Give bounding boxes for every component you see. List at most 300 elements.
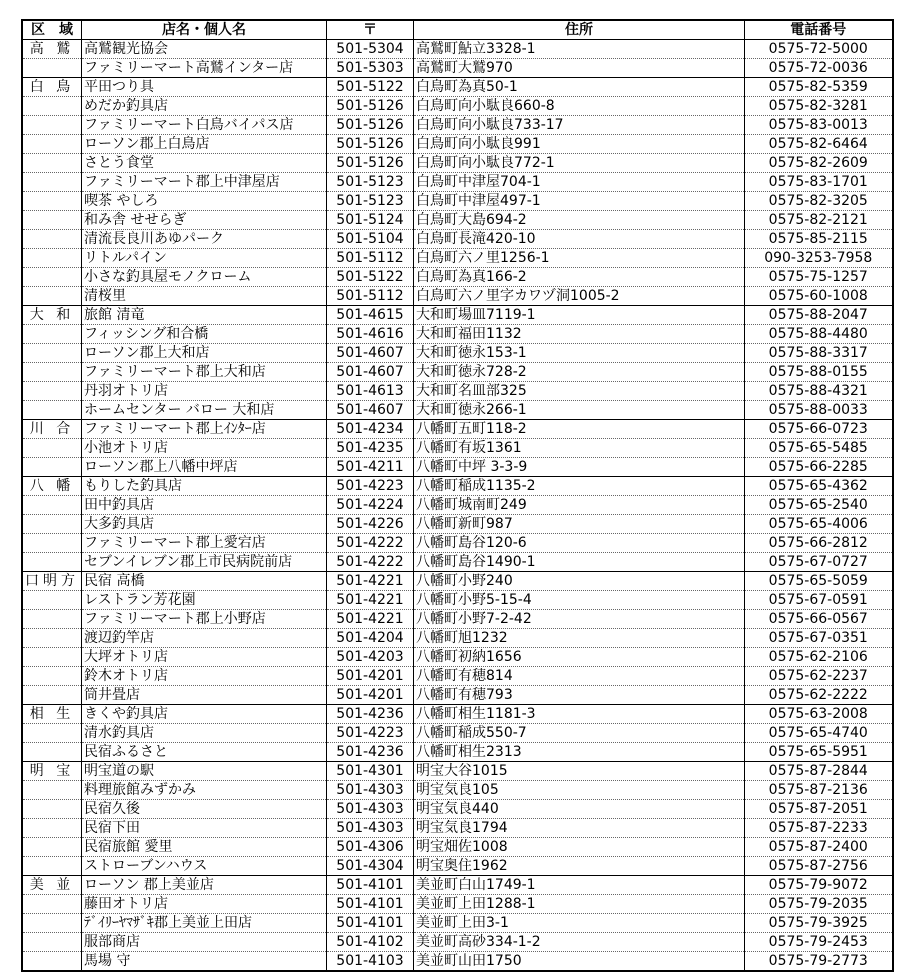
table-row — [22, 534, 893, 553]
area-cell — [22, 59, 82, 78]
address-cell: 八幡町有穂793 — [414, 686, 745, 705]
area-cell — [22, 952, 82, 972]
shop-name-cell: ローソン 郡上美並店 — [82, 876, 327, 895]
shop-name-cell: 民宿旅館 愛里 — [82, 838, 327, 857]
area-cell — [22, 135, 82, 154]
postal-code-cell: 501-5303 — [327, 59, 414, 78]
phone-cell: 0575-67-0351 — [745, 629, 893, 648]
postal-code-cell: 501-4234 — [327, 420, 414, 439]
address-cell: 明宝大谷1015 — [414, 762, 745, 781]
address-cell: 八幡町小野5-15-4 — [414, 591, 745, 610]
area-cell — [22, 287, 82, 306]
shop-name-cell: セブンイレブン郡上市民病院前店 — [82, 553, 327, 572]
address-cell: 白鳥町長滝420-10 — [414, 230, 745, 249]
shop-name-cell: 渡辺釣竿店 — [82, 629, 327, 648]
shop-name-cell: 藤田オトリ店 — [82, 895, 327, 914]
table-row — [22, 230, 893, 249]
table-row — [22, 173, 893, 192]
phone-cell: 0575-88-0033 — [745, 401, 893, 420]
shop-name-cell: ファミリーマート郡上愛宕店 — [82, 534, 327, 553]
shop-name-cell: さとう食堂 — [82, 154, 327, 173]
table-row — [22, 363, 893, 382]
phone-cell: 0575-87-2051 — [745, 800, 893, 819]
postal-code-cell: 501-4223 — [327, 477, 414, 496]
address-cell: 八幡町稲成550-7 — [414, 724, 745, 743]
postal-code-cell: 501-5122 — [327, 268, 414, 287]
table-row — [22, 591, 893, 610]
phone-cell: 0575-65-4362 — [745, 477, 893, 496]
address-cell: 明宝畑佐1008 — [414, 838, 745, 857]
phone-cell: 0575-79-3925 — [745, 914, 893, 933]
postal-code-cell: 501-4101 — [327, 876, 414, 895]
shop-name-cell: ファミリーマート郡上大和店 — [82, 363, 327, 382]
phone-cell: 0575-66-2285 — [745, 458, 893, 477]
area-cell — [22, 211, 82, 230]
phone-cell: 0575-83-1701 — [745, 173, 893, 192]
table-row — [22, 135, 893, 154]
area-cell — [22, 515, 82, 534]
table-row — [22, 458, 893, 477]
area-cell — [22, 439, 82, 458]
address-cell: 白鳥町中津屋704-1 — [414, 173, 745, 192]
area-cell — [22, 857, 82, 876]
postal-code-cell: 501-5104 — [327, 230, 414, 249]
shop-name-cell: 高鷲観光協会 — [82, 40, 327, 59]
address-cell: 八幡町島谷1490-1 — [414, 553, 745, 572]
shop-name-cell: 平田つり具 — [82, 78, 327, 97]
phone-cell: 0575-85-2115 — [745, 230, 893, 249]
phone-cell: 0575-65-4740 — [745, 724, 893, 743]
table-row — [22, 268, 893, 287]
table-row — [22, 287, 893, 306]
postal-code-cell: 501-5126 — [327, 97, 414, 116]
table-header — [22, 20, 893, 40]
address-cell: 白鳥町為真166-2 — [414, 268, 745, 287]
postal-code-cell: 501-4301 — [327, 762, 414, 781]
table-row — [22, 192, 893, 211]
shop-name-cell: 民宿久後 — [82, 800, 327, 819]
area-cell — [22, 724, 82, 743]
area-cell — [22, 895, 82, 914]
table-row — [22, 496, 893, 515]
area-cell: 明 宝 — [22, 762, 82, 781]
table-row — [22, 667, 893, 686]
postal-code-cell: 501-4236 — [327, 705, 414, 724]
phone-cell: 0575-87-2136 — [745, 781, 893, 800]
shop-name-cell: 清桜里 — [82, 287, 327, 306]
phone-cell: 0575-65-5059 — [745, 572, 893, 591]
shop-name-cell: 筒井畳店 — [82, 686, 327, 705]
shop-name-cell: 馬場 守 — [82, 952, 327, 972]
address-cell: 白鳥町大島694-2 — [414, 211, 745, 230]
phone-cell: 0575-82-2609 — [745, 154, 893, 173]
postal-code-cell: 501-4201 — [327, 667, 414, 686]
postal-code-cell: 501-5126 — [327, 116, 414, 135]
postal-code-cell: 501-5124 — [327, 211, 414, 230]
address-cell: 白鳥町向小駄良991 — [414, 135, 745, 154]
area-cell — [22, 496, 82, 515]
phone-cell: 0575-62-2106 — [745, 648, 893, 667]
table-row — [22, 686, 893, 705]
shop-name-cell: リトルパイン — [82, 249, 327, 268]
area-cell — [22, 116, 82, 135]
postal-code-cell: 501-4223 — [327, 724, 414, 743]
header-tel: 電話番号 — [745, 20, 893, 40]
phone-cell: 0575-79-9072 — [745, 876, 893, 895]
postal-code-cell: 501-4222 — [327, 553, 414, 572]
address-cell: 美並町白山1749-1 — [414, 876, 745, 895]
phone-cell: 0575-66-0723 — [745, 420, 893, 439]
area-cell — [22, 344, 82, 363]
phone-cell: 0575-82-5359 — [745, 78, 893, 97]
area-cell — [22, 838, 82, 857]
address-cell: 八幡町相生2313 — [414, 743, 745, 762]
postal-code-cell: 501-4304 — [327, 857, 414, 876]
address-cell: 大和町福田1132 — [414, 325, 745, 344]
address-cell: 美並町上田3-1 — [414, 914, 745, 933]
address-cell: 八幡町有穂814 — [414, 667, 745, 686]
phone-cell: 0575-72-0036 — [745, 59, 893, 78]
shop-name-cell: 鈴木オトリ店 — [82, 667, 327, 686]
shop-name-cell: ストローブンハウス — [82, 857, 327, 876]
shop-name-cell: 丹羽オトリ店 — [82, 382, 327, 401]
phone-cell: 0575-66-0567 — [745, 610, 893, 629]
address-cell: 白鳥町為真50-1 — [414, 78, 745, 97]
postal-code-cell: 501-5123 — [327, 192, 414, 211]
shop-name-cell: 清水釣具店 — [82, 724, 327, 743]
table-body — [22, 40, 893, 972]
postal-code-cell: 501-4102 — [327, 933, 414, 952]
address-cell: 八幡町有坂1361 — [414, 439, 745, 458]
area-cell: 相 生 — [22, 705, 82, 724]
table-row — [22, 952, 893, 972]
area-cell — [22, 173, 82, 192]
postal-code-cell: 501-4235 — [327, 439, 414, 458]
phone-cell: 0575-65-2540 — [745, 496, 893, 515]
area-cell: 大 和 — [22, 306, 82, 325]
postal-code-cell: 501-4103 — [327, 952, 414, 972]
postal-code-cell: 501-5123 — [327, 173, 414, 192]
postal-code-cell: 501-4226 — [327, 515, 414, 534]
table-row — [22, 629, 893, 648]
header-name: 店名・個人名 — [82, 20, 327, 40]
address-cell: 高鷲町鮎立3328-1 — [414, 40, 745, 59]
phone-cell: 0575-79-2035 — [745, 895, 893, 914]
header-row — [22, 20, 893, 40]
phone-cell: 0575-72-5000 — [745, 40, 893, 59]
address-cell: 八幡町新町987 — [414, 515, 745, 534]
shop-name-cell: 料理旅館みずかみ — [82, 781, 327, 800]
address-cell: 大和町徳永266-1 — [414, 401, 745, 420]
shop-name-cell: ローソン郡上大和店 — [82, 344, 327, 363]
table-row — [22, 800, 893, 819]
address-cell: 八幡町稲成1135-2 — [414, 477, 745, 496]
postal-code-cell: 501-4615 — [327, 306, 414, 325]
shop-name-cell: ローソン郡上八幡中坪店 — [82, 458, 327, 477]
area-cell — [22, 933, 82, 952]
area-cell — [22, 401, 82, 420]
table-row — [22, 610, 893, 629]
postal-code-cell: 501-5112 — [327, 287, 414, 306]
shop-name-cell: 明宝道の駅 — [82, 762, 327, 781]
table-row — [22, 648, 893, 667]
table-row — [22, 857, 893, 876]
table-row — [22, 819, 893, 838]
postal-code-cell: 501-4201 — [327, 686, 414, 705]
phone-cell: 0575-65-5485 — [745, 439, 893, 458]
shop-name-cell: 和み舎 せせらぎ — [82, 211, 327, 230]
address-cell: 明宝奥住1962 — [414, 857, 745, 876]
address-cell: 大和町名皿部325 — [414, 382, 745, 401]
address-cell: 白鳥町中津屋497-1 — [414, 192, 745, 211]
table-row — [22, 306, 893, 325]
phone-cell: 0575-83-0013 — [745, 116, 893, 135]
table-row — [22, 933, 893, 952]
address-cell: 白鳥町向小駄良733-17 — [414, 116, 745, 135]
table-row — [22, 553, 893, 572]
shop-name-cell: ファミリーマート高鷲インター店 — [82, 59, 327, 78]
area-cell — [22, 629, 82, 648]
area-cell — [22, 458, 82, 477]
phone-cell: 0575-65-4006 — [745, 515, 893, 534]
area-cell — [22, 743, 82, 762]
area-cell — [22, 819, 82, 838]
address-cell: 八幡町島谷120-6 — [414, 534, 745, 553]
area-cell — [22, 914, 82, 933]
postal-code-cell: 501-5112 — [327, 249, 414, 268]
shop-name-cell: 旅館 清竜 — [82, 306, 327, 325]
shop-name-cell: きくや釣具店 — [82, 705, 327, 724]
table-row — [22, 515, 893, 534]
shop-name-cell: ホームセンター バロー 大和店 — [82, 401, 327, 420]
address-cell: 八幡町五町118-2 — [414, 420, 745, 439]
table-row — [22, 154, 893, 173]
postal-code-cell: 501-4204 — [327, 629, 414, 648]
table-row — [22, 762, 893, 781]
postal-code-cell: 501-4221 — [327, 610, 414, 629]
table-row — [22, 743, 893, 762]
header-area: 区 域 — [22, 20, 82, 40]
address-cell: 明宝気良105 — [414, 781, 745, 800]
postal-code-cell: 501-4101 — [327, 914, 414, 933]
postal-code-cell: 501-5122 — [327, 78, 414, 97]
table-row — [22, 914, 893, 933]
table-row — [22, 781, 893, 800]
area-cell: 白 鳥 — [22, 78, 82, 97]
shop-name-cell: 小さな釣具屋モノクローム — [82, 268, 327, 287]
address-cell: 八幡町初納1656 — [414, 648, 745, 667]
header-address: 住所 — [414, 20, 745, 40]
phone-cell: 0575-62-2222 — [745, 686, 893, 705]
table-row — [22, 325, 893, 344]
phone-cell: 0575-79-2453 — [745, 933, 893, 952]
table-row — [22, 895, 893, 914]
shop-name-cell: 服部商店 — [82, 933, 327, 952]
postal-code-cell: 501-4221 — [327, 591, 414, 610]
phone-cell: 0575-87-2233 — [745, 819, 893, 838]
phone-cell: 0575-88-0155 — [745, 363, 893, 382]
postal-code-cell: 501-4221 — [327, 572, 414, 591]
area-cell — [22, 97, 82, 116]
area-cell — [22, 325, 82, 344]
table-row — [22, 78, 893, 97]
table-row — [22, 211, 893, 230]
postal-code-cell: 501-4222 — [327, 534, 414, 553]
phone-cell: 0575-88-4480 — [745, 325, 893, 344]
area-cell — [22, 534, 82, 553]
area-cell: 口明方 — [22, 572, 82, 591]
phone-cell: 0575-82-3281 — [745, 97, 893, 116]
phone-cell: 0575-62-2237 — [745, 667, 893, 686]
shop-name-cell: 田中釣具店 — [82, 496, 327, 515]
area-cell: 川 合 — [22, 420, 82, 439]
table-row — [22, 40, 893, 59]
phone-cell: 0575-60-1008 — [745, 287, 893, 306]
phone-cell: 0575-79-2773 — [745, 952, 893, 972]
table-row — [22, 116, 893, 135]
shop-name-cell: ﾃﾞｲﾘｰﾔﾏｻﾞｷ郡上美並上田店 — [82, 914, 327, 933]
address-cell: 明宝気良440 — [414, 800, 745, 819]
header-zip: 〒 — [327, 20, 414, 40]
table-row — [22, 401, 893, 420]
postal-code-cell: 501-4607 — [327, 401, 414, 420]
table-row — [22, 724, 893, 743]
address-cell: 美並町高砂334-1-2 — [414, 933, 745, 952]
postal-code-cell: 501-4211 — [327, 458, 414, 477]
table-row — [22, 344, 893, 363]
shop-name-cell: ファミリーマート郡上ｲﾝﾀｰ店 — [82, 420, 327, 439]
phone-cell: 0575-67-0727 — [745, 553, 893, 572]
shop-name-cell: レストラン芳花園 — [82, 591, 327, 610]
address-cell: 美並町山田1750 — [414, 952, 745, 972]
table-row — [22, 439, 893, 458]
table-row — [22, 420, 893, 439]
phone-cell: 0575-66-2812 — [745, 534, 893, 553]
postal-code-cell: 501-5126 — [327, 154, 414, 173]
address-cell: 大和町徳永153-1 — [414, 344, 745, 363]
area-cell — [22, 230, 82, 249]
phone-cell: 0575-88-3317 — [745, 344, 893, 363]
table-row — [22, 382, 893, 401]
address-cell: 八幡町相生1181-3 — [414, 705, 745, 724]
shop-name-cell: 喫茶 やしろ — [82, 192, 327, 211]
phone-cell: 0575-82-6464 — [745, 135, 893, 154]
table-row — [22, 838, 893, 857]
address-cell: 白鳥町向小駄良772-1 — [414, 154, 745, 173]
area-cell — [22, 610, 82, 629]
shop-name-cell: 民宿下田 — [82, 819, 327, 838]
postal-code-cell: 501-4236 — [327, 743, 414, 762]
address-cell: 白鳥町六ノ里字カワヅ洞1005-2 — [414, 287, 745, 306]
phone-cell: 0575-63-2008 — [745, 705, 893, 724]
address-cell: 大和町徳永728-2 — [414, 363, 745, 382]
area-cell — [22, 667, 82, 686]
postal-code-cell: 501-4607 — [327, 344, 414, 363]
area-cell — [22, 686, 82, 705]
address-cell: 八幡町小野240 — [414, 572, 745, 591]
shop-name-cell: 民宿ふるさと — [82, 743, 327, 762]
table-row — [22, 572, 893, 591]
area-cell — [22, 553, 82, 572]
shop-name-cell: 大多釣具店 — [82, 515, 327, 534]
shop-name-cell: 民宿 高橋 — [82, 572, 327, 591]
address-cell: 八幡町城南町249 — [414, 496, 745, 515]
phone-cell: 0575-87-2400 — [745, 838, 893, 857]
address-cell: 美並町上田1288-1 — [414, 895, 745, 914]
table-row — [22, 249, 893, 268]
postal-code-cell: 501-4303 — [327, 800, 414, 819]
table-row — [22, 705, 893, 724]
address-cell: 八幡町小野7-2-42 — [414, 610, 745, 629]
area-cell: 美 並 — [22, 876, 82, 895]
area-cell — [22, 648, 82, 667]
phone-cell: 0575-87-2844 — [745, 762, 893, 781]
phone-cell: 0575-82-3205 — [745, 192, 893, 211]
area-cell — [22, 363, 82, 382]
postal-code-cell: 501-4607 — [327, 363, 414, 382]
address-cell: 白鳥町六ノ里1256-1 — [414, 249, 745, 268]
shop-name-cell: もりした釣具店 — [82, 477, 327, 496]
postal-code-cell: 501-4303 — [327, 781, 414, 800]
phone-cell: 0575-87-2756 — [745, 857, 893, 876]
area-cell — [22, 382, 82, 401]
table-row — [22, 876, 893, 895]
postal-code-cell: 501-4616 — [327, 325, 414, 344]
area-cell — [22, 154, 82, 173]
area-cell — [22, 192, 82, 211]
address-cell: 明宝気良1794 — [414, 819, 745, 838]
phone-cell: 0575-88-2047 — [745, 306, 893, 325]
area-cell: 八 幡 — [22, 477, 82, 496]
shop-name-cell: 大坪オトリ店 — [82, 648, 327, 667]
shop-name-cell: 清流長良川あゆパーク — [82, 230, 327, 249]
postal-code-cell: 501-4306 — [327, 838, 414, 857]
postal-code-cell: 501-4101 — [327, 895, 414, 914]
phone-cell: 0575-67-0591 — [745, 591, 893, 610]
shop-name-cell: ファミリーマート郡上小野店 — [82, 610, 327, 629]
phone-cell: 0575-82-2121 — [745, 211, 893, 230]
phone-cell: 090-3253-7958 — [745, 249, 893, 268]
table-row — [22, 59, 893, 78]
area-cell — [22, 249, 82, 268]
area-cell — [22, 781, 82, 800]
postal-code-cell: 501-5126 — [327, 135, 414, 154]
shop-name-cell: めだか釣具店 — [82, 97, 327, 116]
table-row — [22, 97, 893, 116]
table-row — [22, 477, 893, 496]
shop-name-cell: フィッシング和合橋 — [82, 325, 327, 344]
shop-name-cell: 小池オトリ店 — [82, 439, 327, 458]
postal-code-cell: 501-4224 — [327, 496, 414, 515]
address-cell: 高鷲町大鷲970 — [414, 59, 745, 78]
postal-code-cell: 501-5304 — [327, 40, 414, 59]
postal-code-cell: 501-4303 — [327, 819, 414, 838]
area-cell — [22, 591, 82, 610]
postal-code-cell: 501-4203 — [327, 648, 414, 667]
phone-cell: 0575-75-1257 — [745, 268, 893, 287]
phone-cell: 0575-65-5951 — [745, 743, 893, 762]
area-cell: 高 鷲 — [22, 40, 82, 59]
shop-name-cell: ファミリーマート郡上中津屋店 — [82, 173, 327, 192]
address-cell: 白鳥町向小駄良660-8 — [414, 97, 745, 116]
area-cell — [22, 268, 82, 287]
postal-code-cell: 501-4613 — [327, 382, 414, 401]
shop-name-cell: ファミリーマート白鳥バイパス店 — [82, 116, 327, 135]
shop-list-table — [21, 19, 894, 972]
address-cell: 大和町場皿7119-1 — [414, 306, 745, 325]
phone-cell: 0575-88-4321 — [745, 382, 893, 401]
area-cell — [22, 800, 82, 819]
